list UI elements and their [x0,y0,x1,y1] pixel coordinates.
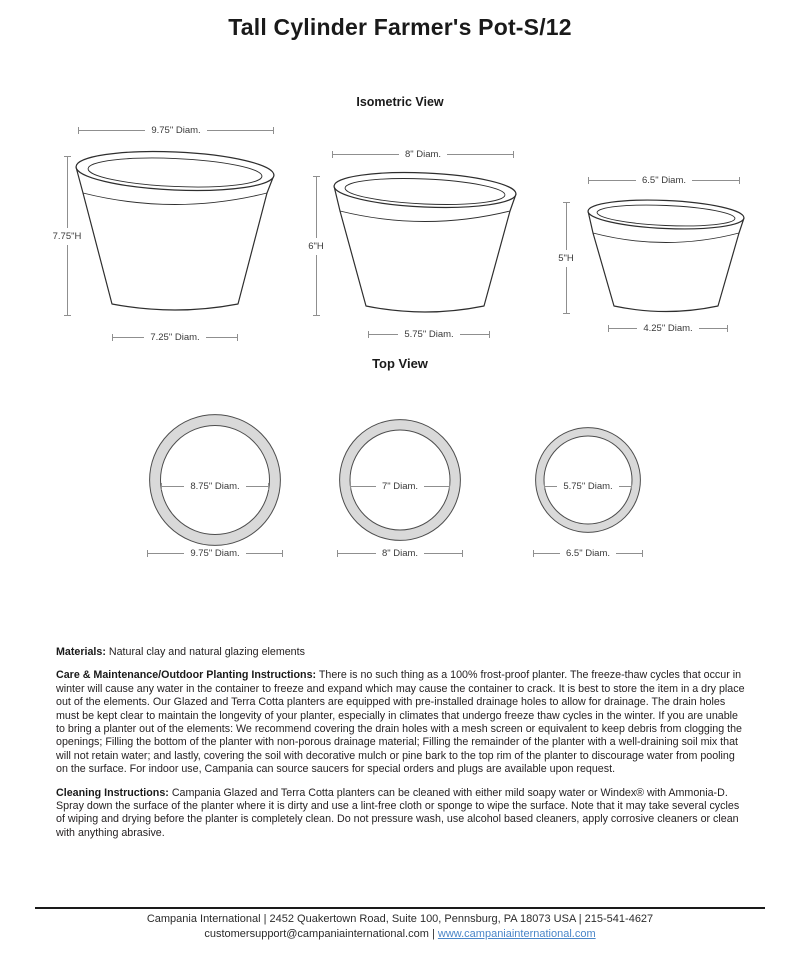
dim-line-segment [447,154,513,155]
materials-label: Materials: [56,646,106,658]
dim-tick [449,483,450,490]
dim-tick [282,550,283,557]
top-diameter-dimension [588,176,740,185]
dim-tick [462,550,463,557]
dim-line-segment [619,486,631,487]
dim-line-segment [616,553,642,554]
materials-text: Natural clay and natural glazing elements [108,646,305,658]
pot-line-drawing-small [584,196,748,322]
top-diameter-label: 6.5" Diam. [641,175,687,186]
dim-tick [489,331,490,338]
inner-diameter-dimension [350,482,450,491]
dim-tick [268,483,269,490]
outer-diameter-dimension [337,549,463,558]
top-view-circle-small [533,425,643,535]
dim-line-segment [424,486,449,487]
bottom-diameter-dimension [368,330,490,339]
dim-line-segment [566,267,567,314]
dim-line-segment [609,328,637,329]
materials-paragraph [56,646,748,659]
dim-line-segment [369,334,398,335]
bottom-diameter-label: 4.25" Diam. [643,323,693,334]
dim-tick [64,315,71,316]
outer-diameter-dimension [147,549,283,558]
top-diameter-label: 9.75" Diam. [151,125,201,136]
footer-web-line [0,927,800,941]
outer-diameter-dimension [533,549,643,558]
dim-line-segment [316,177,317,238]
cleaning-paragraph [56,787,748,841]
inner-diameter-label: 7" Diam. [381,481,419,492]
page-title: Tall Cylinder Farmer's Pot-S/12 [228,14,572,40]
dim-tick [642,550,643,557]
footer-divider [35,907,765,909]
footer-website-link[interactable]: www.campaniainternational.com [437,928,596,940]
top-diameter-dimension [78,126,274,135]
height-label: 6"H [308,240,324,252]
top-view-circle-medium [337,417,463,543]
bottom-diameter-dimension [608,324,728,333]
inner-diameter-dimension [161,482,269,491]
height-label: 7.75"H [52,230,82,242]
dim-line-segment [566,203,567,250]
cleaning-label: Cleaning Instructions: [56,786,169,799]
dim-line-segment [316,255,317,316]
dim-line-segment [246,553,282,554]
top-diameter-dimension [332,150,514,159]
dim-tick [727,325,728,332]
cleaning-text: Campania Glazed and Terra Cotta planters can be cleaned with either mild soapy water or Windex® with Ammonia-D. Spray down the surface of the planter where it is dirty and use a lint-free cloth or sponge to wipe the surface. Note that it may take several cycles of wiping and drying before the planter is completely clean. Do not pressure wash, use alcohol based cleaners, apply corrosive cleaners or clean with anything abrasive. [56,786,740,839]
top-view-heading: Top View [372,356,428,371]
instructions-section [56,646,748,850]
inner-diameter-label: 8.75" Diam. [190,481,240,492]
top-view-circle-large [147,412,283,548]
dim-line-segment [148,553,184,554]
care-text: There is no such thing as a 100% frost-proof planter. The freeze-thaw cycles that occur in winter will cause any water in the container to freeze and expand which may cause the container to crack. It is best to store the item in a dry place out of the elements. Our Glazed and Terra Cotta planters are equipped with pre-installed drainage holes to allow for drainage. The drain holes must be kept clear to maintain the longevity of your planter, especially in climates that undergo freeze thaw cycles in the winter. If you are unable to bring a planter out of the elements: We recommend covering the drain holes with a mesh screen or equivalent to keep debris from clogging the openings; Filling the bottom of the planter with non-porous drainage material; Filling the remainder of the planter with a well-draining soil mix that will not retain water; and lastly, covering the soil with decorative mulch or pine bark to the top rim of the planter to discourage water from pooling on the surface. For indoor use, Campania can source saucers for special orders and plugs are available upon request. [56,669,745,776]
outer-diameter-label: 9.75" Diam. [190,548,240,559]
isometric-view-heading: Isometric View [356,95,444,109]
dim-line-segment [338,553,376,554]
pot-line-drawing-large [72,146,278,322]
inner-diameter-label: 5.75" Diam. [563,481,613,492]
dim-tick [237,334,238,341]
dim-line-segment [692,180,739,181]
bottom-diameter-dimension [112,333,238,342]
dim-tick [631,483,632,490]
dim-line-segment [79,130,145,131]
footer-email: customersupport@campaniainternational.com [204,928,429,940]
bottom-diameter-label: 7.25" Diam. [150,332,200,343]
dim-line-segment [534,553,560,554]
dim-line-segment [460,334,489,335]
pot-line-drawing-medium [330,168,520,324]
dim-tick [513,151,514,158]
dim-line-segment [589,180,636,181]
height-dimension [301,176,331,316]
dim-line-segment [333,154,399,155]
height-dimension [52,156,82,316]
dim-line-segment [545,486,557,487]
dim-line-segment [113,337,144,338]
dim-tick [563,313,570,314]
dim-line-segment [67,157,68,228]
dim-line-segment [207,130,273,131]
dim-tick [273,127,274,134]
dim-line-segment [206,337,237,338]
inner-diameter-dimension [544,482,632,491]
care-paragraph [56,669,748,776]
dim-line-segment [246,486,268,487]
top-diameter-label: 8" Diam. [404,149,442,160]
dim-line-segment [424,553,462,554]
outer-diameter-label: 8" Diam. [381,548,419,559]
dim-line-segment [699,328,727,329]
dim-tick [313,315,320,316]
height-label: 5"H [558,252,574,264]
footer-contact-line: Campania International | 2452 Quakertown Road, Suite 100, Pennsburg, PA 18073 USA | 215-541-4627 [146,913,654,925]
footer-separator: | [428,928,438,940]
care-label: Care & Maintenance/Outdoor Planting Instructions: [56,669,317,682]
dim-tick [739,177,740,184]
dim-line-segment [67,245,68,316]
dim-line-segment [351,486,376,487]
height-dimension [551,202,581,314]
dim-line-segment [162,486,184,487]
bottom-diameter-label: 5.75" Diam. [404,329,454,340]
outer-diameter-label: 6.5" Diam. [565,548,611,559]
